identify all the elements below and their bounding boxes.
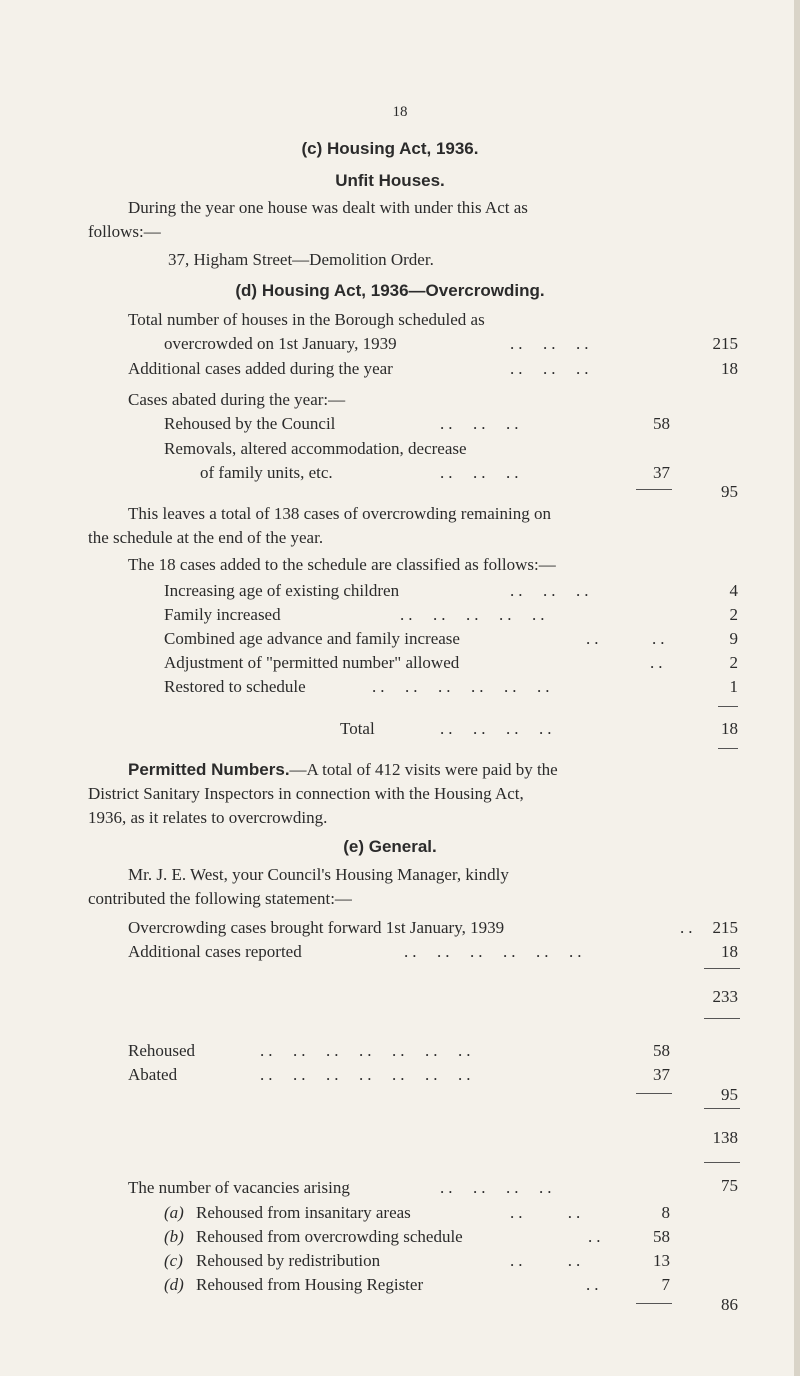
page-edge	[794, 0, 800, 1376]
classified-row-label: Adjustment of "permitted number" allowed	[164, 653, 460, 672]
permitted-numbers-line3: 1936, as it relates to overcrowding.	[88, 808, 328, 827]
dot-leader: .. .. ..	[440, 414, 523, 433]
classified-total-value: 18	[721, 719, 738, 738]
subtotal-value: 233	[712, 987, 738, 1006]
classified-row-value: 2	[729, 605, 738, 624]
total-houses-line2: overcrowded on 1st January, 1939	[164, 334, 397, 353]
dot-leader: .. .. .. .. ..	[400, 605, 549, 624]
dot-leader: .. .. ..	[510, 359, 593, 378]
subtotal-rule	[704, 968, 740, 969]
permitted-numbers-line1	[128, 760, 558, 780]
dot-leader: ..	[650, 653, 667, 672]
rehoused-value: 58	[653, 1041, 670, 1060]
vacancy-item-letter: (d)	[164, 1275, 184, 1294]
section-d-heading: (d) Housing Act, 1936—Overcrowding.	[235, 281, 545, 300]
dot-leader: .. .. .. ..	[440, 1178, 556, 1197]
rehoused-by-council-label: Rehoused by the Council	[164, 414, 336, 433]
dot-leader: .. .. .. .. .. .. ..	[260, 1041, 475, 1060]
additional-cases-value: 18	[721, 359, 738, 378]
total-houses-value: 215	[712, 334, 738, 353]
removals-value: 37	[653, 463, 670, 482]
subtotal-rule	[704, 1018, 740, 1019]
abated-total-value: 95	[721, 482, 738, 501]
brought-forward-label: Overcrowding cases brought forward 1st January, 1939	[128, 918, 505, 937]
vacancies-value: 75	[721, 1176, 738, 1195]
vacancy-item-label: Rehoused by redistribution	[196, 1251, 381, 1270]
vacancy-item-label: Rehoused from insanitary areas	[196, 1203, 411, 1222]
removals-line2: of family units, etc.	[200, 463, 333, 482]
abated-value: 37	[653, 1065, 670, 1084]
dot-leader: .. ..	[586, 629, 669, 648]
classified-row-label: Restored to schedule	[164, 677, 306, 696]
section-e-heading: (e) General.	[343, 837, 437, 856]
demolition-order-item: 37, Higham Street—Demolition Order.	[168, 250, 434, 269]
vacancy-item-value: 13	[653, 1251, 670, 1270]
dot-leader: .. .. ..	[440, 463, 523, 482]
classified-row-value: 9	[729, 629, 738, 648]
total-rule	[718, 748, 738, 749]
remaining-line2: the schedule at the end of the year.	[88, 528, 324, 547]
cases-abated-label: Cases abated during the year:—	[128, 390, 346, 409]
dot-leader: .. ..	[510, 1251, 585, 1270]
dot-leader: ..	[680, 918, 697, 937]
vacancy-item-value: 8	[661, 1203, 670, 1222]
dot-leader: .. .. .. .. .. ..	[372, 677, 554, 696]
additional-cases-label: Additional cases added during the year	[128, 359, 393, 378]
classified-label: The 18 cases added to the schedule are classified as follows:—	[128, 555, 556, 574]
subtotal-rule	[636, 489, 672, 490]
vacancy-item-label: Rehoused from overcrowding schedule	[196, 1227, 463, 1246]
section-c-para-line1: During the year one house was dealt with under this Act as	[128, 198, 528, 217]
dot-leader: .. .. ..	[510, 334, 593, 353]
rehoused-label: Rehoused	[128, 1041, 196, 1060]
section-e-intro-line2: contributed the following statement:—	[88, 889, 352, 908]
unfit-houses-subheading: Unfit Houses.	[335, 171, 445, 190]
dot-leader: ..	[588, 1227, 605, 1246]
brought-forward-value: 215	[712, 918, 738, 937]
classified-row-value: 4	[729, 581, 738, 600]
vacancy-item-letter: (b)	[164, 1227, 184, 1246]
classified-row-value: 1	[729, 677, 738, 696]
removed-total-value: 95	[721, 1085, 738, 1104]
total-rule	[718, 706, 738, 707]
additional-reported-value: 18	[721, 942, 738, 961]
subtotal-rule	[636, 1303, 672, 1304]
dot-leader: .. .. .. ..	[440, 719, 556, 738]
dot-leader: .. .. .. .. .. .. ..	[260, 1065, 475, 1084]
subtotal-rule	[704, 1162, 740, 1163]
total-houses-line1: Total number of houses in the Borough scheduled as	[128, 310, 485, 329]
vacancy-item-label: Rehoused from Housing Register	[196, 1275, 424, 1294]
additional-reported-label: Additional cases reported	[128, 942, 302, 961]
vacancies-label: The number of vacancies arising	[128, 1178, 350, 1197]
dot-leader: .. ..	[510, 1203, 585, 1222]
abated-label: Abated	[128, 1065, 178, 1084]
classified-row-value: 2	[729, 653, 738, 672]
section-c-heading: (c) Housing Act, 1936.	[301, 139, 479, 158]
subtotal-rule	[636, 1093, 672, 1094]
permitted-numbers-line2: District Sanitary Inspectors in connection with the Housing Act,	[88, 784, 524, 803]
vacancy-item-letter: (c)	[164, 1251, 183, 1270]
vacancy-total-value: 86	[721, 1295, 738, 1314]
remaining-value: 138	[712, 1128, 738, 1147]
permitted-numbers-text: —A total of 412 visits were paid by the	[289, 760, 558, 779]
vacancy-item-value: 7	[661, 1275, 670, 1294]
classified-row-label: Increasing age of existing children	[164, 581, 400, 600]
rehoused-by-council-value: 58	[653, 414, 670, 433]
dot-leader: .. .. ..	[510, 581, 593, 600]
classified-row-label: Combined age advance and family increase	[164, 629, 460, 648]
classified-row-label: Family increased	[164, 605, 281, 624]
removals-line1: Removals, altered accommodation, decrease	[164, 439, 467, 458]
permitted-numbers-heading: Permitted Numbers.	[128, 760, 290, 779]
section-e-intro-line1: Mr. J. E. West, your Council's Housing Manager, kindly	[128, 865, 509, 884]
remaining-line1: This leaves a total of 138 cases of overcrowding remaining on	[128, 504, 551, 523]
vacancy-item-letter: (a)	[164, 1203, 184, 1222]
section-c-para-line2: follows:—	[88, 222, 161, 241]
dot-leader: ..	[586, 1275, 603, 1294]
dot-leader: .. .. .. .. .. ..	[404, 942, 586, 961]
page-number: 18	[392, 104, 408, 120]
classified-total-label: Total	[340, 719, 375, 738]
vacancy-item-value: 58	[653, 1227, 670, 1246]
subtotal-rule	[704, 1108, 740, 1109]
